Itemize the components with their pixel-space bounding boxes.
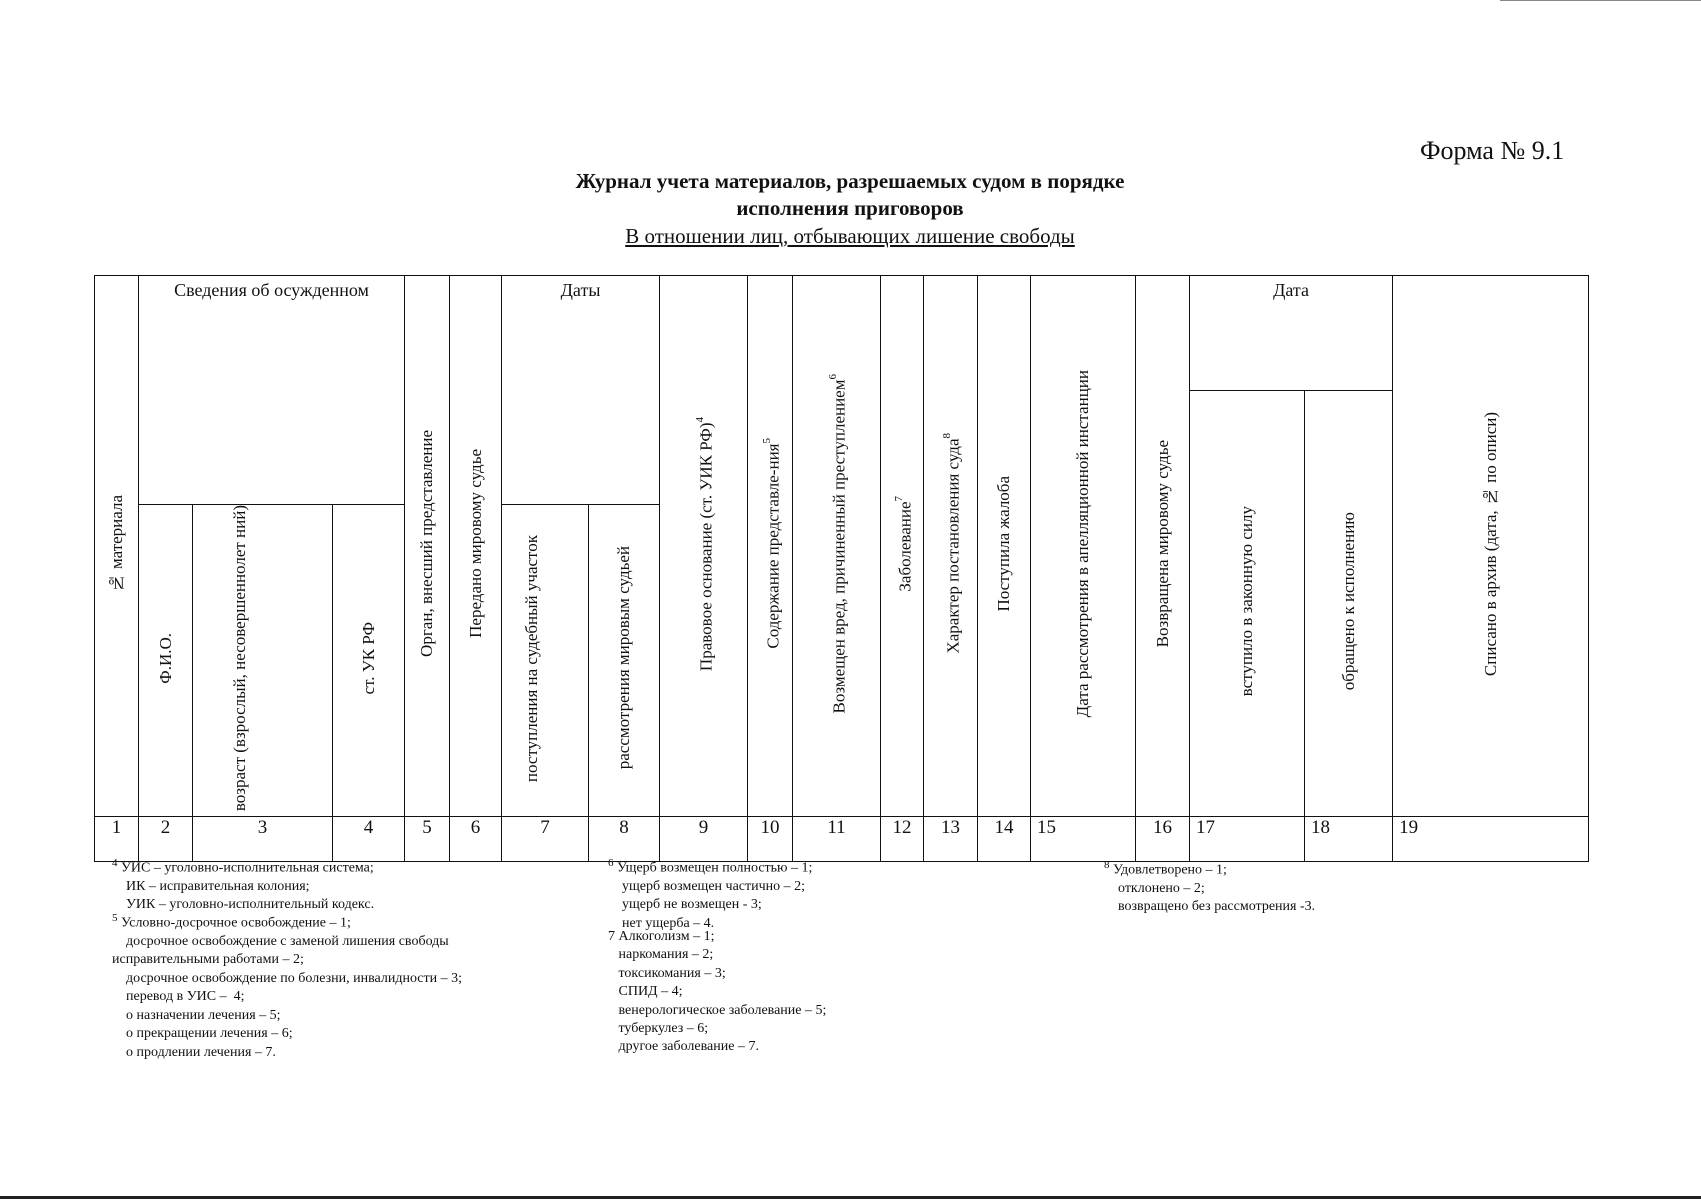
page-top-edge-line bbox=[1500, 0, 1701, 1]
header-complaint-received: Поступила жалоба bbox=[978, 276, 1031, 817]
header-archived: Списано в архив (дата, № по описи) bbox=[1393, 276, 1589, 817]
column-number: 11 bbox=[793, 817, 881, 862]
column-number: 2 bbox=[139, 817, 193, 862]
column-number: 7 bbox=[502, 817, 589, 862]
footnote-5: $^5$ Условно-досрочное освобождение – 1; досрочное освобождение с заменой лишения свободы исправительными работами – 2; досрочное освобождение по болезни, инвалидности – 3; перевод в УИС – 4; о назначении лечения – 5; о прекращении лечения – 6; о продлении лечения – 7. bbox=[112, 912, 463, 1060]
document-subtitle: В отношении лиц, отбывающих лишение свободы bbox=[625, 224, 1075, 248]
header-material-number: № материала bbox=[95, 276, 139, 817]
column-number: 16 bbox=[1136, 817, 1190, 862]
column-number: 1 bbox=[95, 817, 139, 862]
journal-table bbox=[94, 275, 1589, 862]
column-number: 3 bbox=[193, 817, 333, 862]
column-number: 12 bbox=[881, 817, 924, 862]
header-dates-group: Даты bbox=[502, 276, 660, 505]
footnote-8: $^8$ Удовлетворено – 1; отклонено – 2; возвращено без рассмотрения -3. bbox=[1104, 859, 1316, 915]
header-returned-to-judge: Возвращена мировому судье bbox=[1136, 276, 1190, 817]
footnote-7: 7 Алкоголизм – 1; наркомания – 2; токсикомания – 3; СПИД – 4; венерологическое заболевание – 5; туберкулез – 6; другое заболевание – 7. bbox=[608, 929, 827, 1055]
footnote-6: $^6$ Ущерб возмещен полностью – 1; ущерб возмещен частично – 2; ущерб не возмещен - 3; нет ущерба – 4. bbox=[608, 857, 813, 931]
document-title bbox=[420, 168, 1280, 222]
header-convict-info: Сведения об осужденном bbox=[139, 276, 405, 505]
header-age: возраст (взрослый, несовершеннолет ний) bbox=[193, 505, 333, 817]
header-submitting-body: Орган, внесший представление bbox=[405, 276, 450, 817]
column-number: 4 bbox=[333, 817, 405, 862]
form-number: Форма № 9.1 bbox=[1420, 136, 1565, 165]
column-number: 9 bbox=[660, 817, 748, 862]
header-put-into-execution: обращено к исполнению bbox=[1305, 391, 1393, 817]
header-damage-compensated: Возмещен вред, причиненный преступлением$^6$ bbox=[793, 276, 881, 817]
title-line-1: Журнал учета материалов, разрешаемых судом в порядке bbox=[575, 169, 1125, 193]
column-number: 18 bbox=[1305, 817, 1393, 862]
header-received-date: поступления на судебный участок bbox=[502, 505, 589, 817]
column-number: 17 bbox=[1190, 817, 1305, 862]
header-fio: Ф.И.О. bbox=[139, 505, 193, 817]
page-bottom-edge-line bbox=[0, 1196, 1701, 1199]
column-number: 8 bbox=[589, 817, 660, 862]
footnote-4: $^4$ УИС – уголовно-исполнительная система; ИК – исправительная колония; УИК – уголовно-исполнительный кодекс. bbox=[112, 857, 375, 913]
title-line-2: исполнения приговоров bbox=[736, 196, 964, 220]
column-number: 13 bbox=[924, 817, 978, 862]
header-date-group: Дата bbox=[1190, 276, 1393, 391]
header-criminal-code-article: ст. УК РФ bbox=[333, 505, 405, 817]
column-number: 14 bbox=[978, 817, 1031, 862]
header-transferred-to-judge: Передано мировому судье bbox=[450, 276, 502, 817]
header-disease: Заболевание$^7$ bbox=[881, 276, 924, 817]
header-ruling-type: Характер постановления суда$^8$ bbox=[924, 276, 978, 817]
column-number: 6 bbox=[450, 817, 502, 862]
header-submission-content: Содержание представле-ния$^5$ bbox=[748, 276, 793, 817]
header-entered-into-force: вступило в законную силу bbox=[1190, 391, 1305, 817]
column-number: 15 bbox=[1031, 817, 1136, 862]
header-legal-basis: Правовое основание (ст. УИК РФ)$^4$ bbox=[660, 276, 748, 817]
column-number: 5 bbox=[405, 817, 450, 862]
header-appeal-review-date: Дата рассмотрения в апелляционной инстанции bbox=[1031, 276, 1136, 817]
column-number: 19 bbox=[1393, 817, 1589, 862]
header-reviewed-date: рассмотрения мировым судьей bbox=[589, 505, 660, 817]
column-number: 10 bbox=[748, 817, 793, 862]
